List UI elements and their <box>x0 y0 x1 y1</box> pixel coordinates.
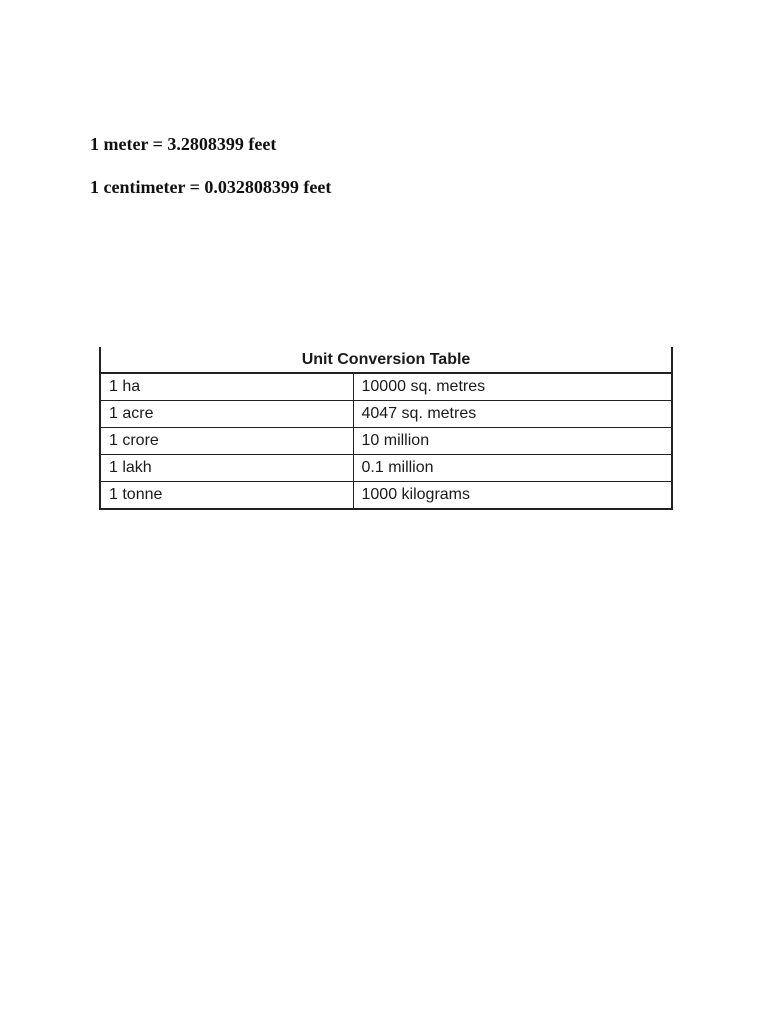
meter-to-feet-line: 1 meter = 3.2808399 feet <box>90 134 277 154</box>
table-title: Unit Conversion Table <box>100 347 672 373</box>
table-row <box>100 455 672 482</box>
table-row <box>100 428 672 455</box>
centimeter-to-feet-line: 1 centimeter = 0.032808399 feet <box>90 177 332 197</box>
table-cell-value: 10000 sq. metres <box>353 373 672 401</box>
table-cell-unit: 1 acre <box>100 401 353 428</box>
table-cell-value: 10 million <box>353 428 672 455</box>
table-row <box>100 373 672 401</box>
table-header-row <box>100 347 672 373</box>
table-row <box>100 482 672 510</box>
table-row <box>100 401 672 428</box>
unit-conversion-table <box>99 347 673 510</box>
table-cell-unit: 1 tonne <box>100 482 353 510</box>
table-cell-unit: 1 lakh <box>100 455 353 482</box>
table-cell-unit: 1 ha <box>100 373 353 401</box>
table-cell-value: 1000 kilograms <box>353 482 672 510</box>
table-cell-unit: 1 crore <box>100 428 353 455</box>
table-cell-value: 4047 sq. metres <box>353 401 672 428</box>
table-cell-value: 0.1 million <box>353 455 672 482</box>
